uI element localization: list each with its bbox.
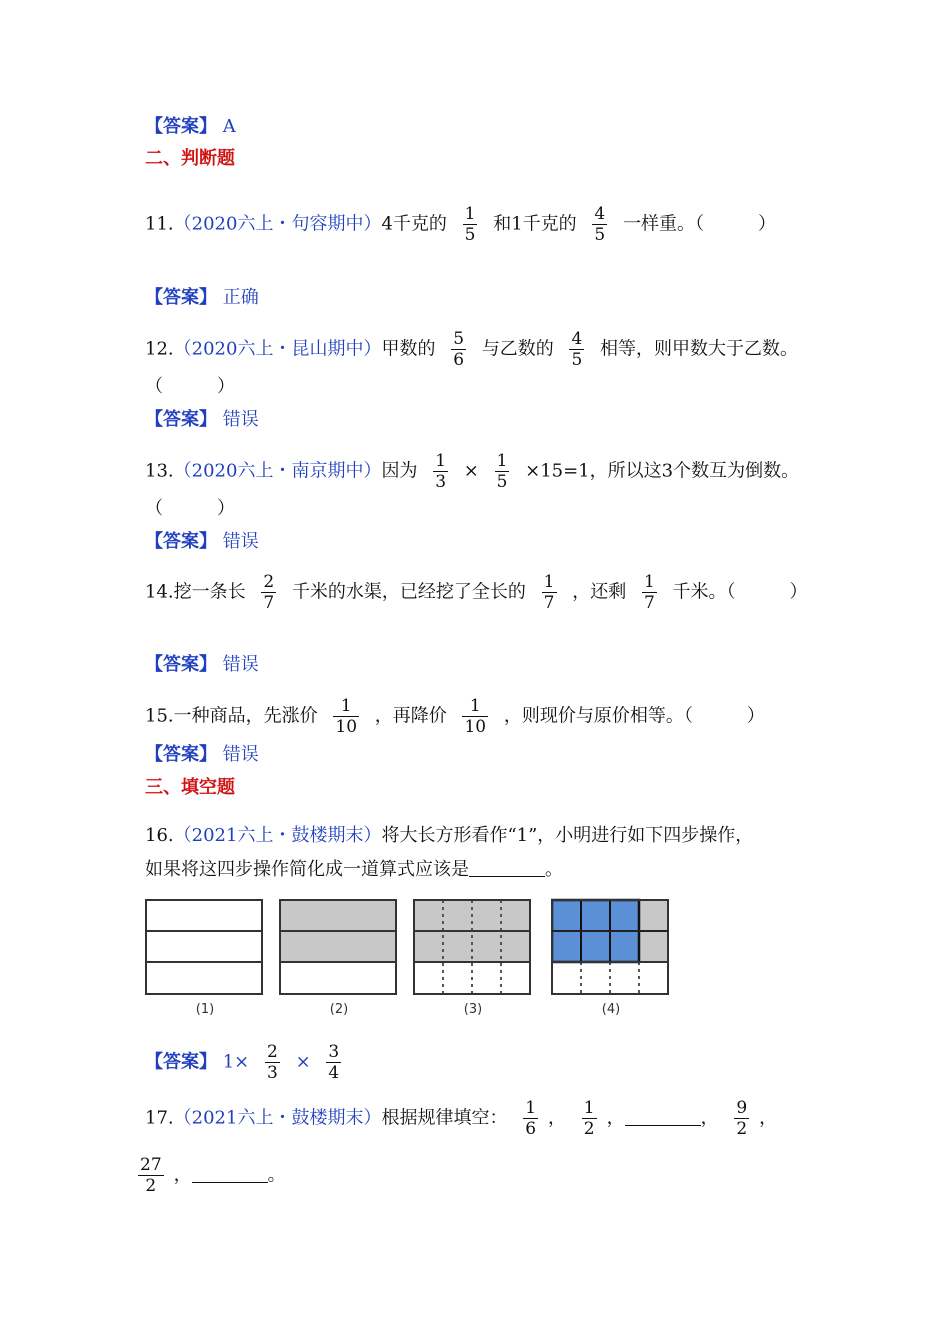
question-text: ×15=1，所以这3个数互为倒数。 xyxy=(525,460,800,482)
section-2-title: 二、判断题 xyxy=(145,148,235,169)
fraction: $\frac{1}{6}$ xyxy=(525,1098,537,1139)
question-text: ，则现价与原价相等。（ ） xyxy=(503,705,765,727)
question-text: ，再降价 xyxy=(374,705,447,727)
question-11 xyxy=(145,204,776,245)
section-3-title: 三、填空题 xyxy=(145,777,235,798)
fraction: $\frac{9}{2}$ xyxy=(736,1098,748,1139)
question-text: 千米的水渠，已经挖了全长的 xyxy=(291,581,526,603)
question-text: 如果将这四步操作简化成一道算式应该是 xyxy=(145,859,469,880)
question-16-line2 xyxy=(145,857,563,883)
question-text: × xyxy=(463,460,479,482)
question-number: 13. xyxy=(145,460,174,482)
question-text: 。 xyxy=(545,859,563,880)
question-text: 和1千克的 xyxy=(493,213,577,235)
answer-bracket: 【答案】 xyxy=(145,409,217,430)
fraction: $\frac{1}{5}$ xyxy=(464,204,476,245)
fraction: $\frac{4}{5}$ xyxy=(594,204,606,245)
question-text: 一种商品，先涨价 xyxy=(173,705,318,727)
answer-blank[interactable] xyxy=(625,1107,701,1126)
figure-step-3 xyxy=(413,898,533,998)
fraction: $\frac{2}{7}$ xyxy=(263,572,275,613)
fraction: $\frac{1}{10}$ xyxy=(464,696,487,737)
question-source: （2020六上・昆山期中） xyxy=(173,338,382,360)
question-text: 与乙数的 xyxy=(481,338,554,360)
answer-paren: （ ） xyxy=(145,376,235,397)
answer-text: × xyxy=(295,1051,311,1073)
question-number: 12. xyxy=(145,338,174,360)
figure-label: (2) xyxy=(329,1002,349,1017)
fraction: $\frac{1}{7}$ xyxy=(543,572,555,613)
answer-10 xyxy=(145,114,236,140)
question-14 xyxy=(145,572,808,613)
fraction: $\frac{1}{3}$ xyxy=(435,451,447,492)
answer-value: A xyxy=(222,116,236,137)
question-number: 15. xyxy=(145,705,174,727)
answer-bracket: 【答案】 xyxy=(145,1051,217,1073)
fraction: $\frac{4}{5}$ xyxy=(571,329,583,370)
question-16 xyxy=(145,823,753,849)
question-source: （2020六上・句容期中） xyxy=(173,213,382,235)
answer-value: 错误 xyxy=(222,409,259,430)
question-12 xyxy=(145,329,798,370)
answer-bracket: 【答案】 xyxy=(145,744,217,765)
question-13 xyxy=(145,451,799,492)
answer-value: 错误 xyxy=(222,744,259,765)
question-text: 将大长方形看作“1”，小明进行如下四步操作， xyxy=(381,825,754,846)
answer-paren: （ ） xyxy=(145,498,235,519)
question-text: 一样重。（ ） xyxy=(622,213,776,235)
question-text: 4千克的 xyxy=(381,213,447,235)
figure-label: (4) xyxy=(601,1002,621,1017)
answer-bracket: 【答案】 xyxy=(145,116,217,137)
answer-value: 错误 xyxy=(222,654,259,675)
question-text: 因为 xyxy=(381,460,418,482)
question-15 xyxy=(145,696,765,737)
question-text: 挖一条长 xyxy=(173,581,246,603)
figure-step-4 xyxy=(551,898,671,998)
fraction: $\frac{1}{5}$ xyxy=(496,451,508,492)
question-text: ，还剩 xyxy=(572,581,627,603)
answer-16 xyxy=(145,1042,351,1083)
question-text: 相等，则甲数大于乙数。 xyxy=(600,338,799,360)
answer-11 xyxy=(145,285,259,311)
figure-step-2 xyxy=(279,898,399,998)
question-number: 14. xyxy=(145,581,174,603)
fraction: $\frac{5}{6}$ xyxy=(453,329,465,370)
answer-bracket: 【答案】 xyxy=(145,531,217,552)
fraction: $\frac{1}{7}$ xyxy=(643,572,655,613)
question-number: 17. xyxy=(145,1107,174,1129)
figure-label: (3) xyxy=(463,1002,483,1017)
answer-value: 错误 xyxy=(222,531,259,552)
fraction: $\frac{3}{4}$ xyxy=(328,1042,340,1083)
question-text: 千米。（ ） xyxy=(672,581,808,603)
fraction: $\frac{1}{2}$ xyxy=(583,1098,595,1139)
question-source: （2021六上・鼓楼期末） xyxy=(173,825,382,846)
answer-bracket: 【答案】 xyxy=(145,287,217,308)
question-text: 根据规律填空： xyxy=(381,1107,508,1129)
fraction: $\frac{2}{3}$ xyxy=(267,1042,278,1083)
question-17: 17.（2021六上・鼓楼期末）根据规律填空： $\frac{1}{6}$ ， $\frac{1}{2}$ ， ， $\frac{9}{2}$ ， xyxy=(145,1098,778,1139)
question-text: 甲数的 xyxy=(381,338,436,360)
fraction: $\frac{1}{10}$ xyxy=(335,696,358,737)
question-number: 11. xyxy=(145,213,174,235)
answer-text: 1× xyxy=(222,1051,250,1073)
question-17-line2: $\frac{27}{2}$ ， 。 xyxy=(140,1155,286,1196)
answer-blank[interactable] xyxy=(192,1164,268,1183)
answer-value: 正确 xyxy=(222,287,259,308)
answer-12 xyxy=(145,407,259,433)
answer-15 xyxy=(145,742,259,768)
answer-13 xyxy=(145,529,259,555)
answer-bracket: 【答案】 xyxy=(145,654,217,675)
answer-blank[interactable] xyxy=(469,858,545,877)
question-source: （2020六上・南京期中） xyxy=(173,460,382,482)
question-source: （2021六上・鼓楼期末） xyxy=(173,1107,382,1129)
figure-step-1 xyxy=(145,898,265,998)
answer-14 xyxy=(145,652,259,678)
fraction: $\frac{27}{2}$ xyxy=(140,1155,162,1196)
figure-label: (1) xyxy=(195,1002,215,1017)
question-number: 16. xyxy=(145,825,174,846)
